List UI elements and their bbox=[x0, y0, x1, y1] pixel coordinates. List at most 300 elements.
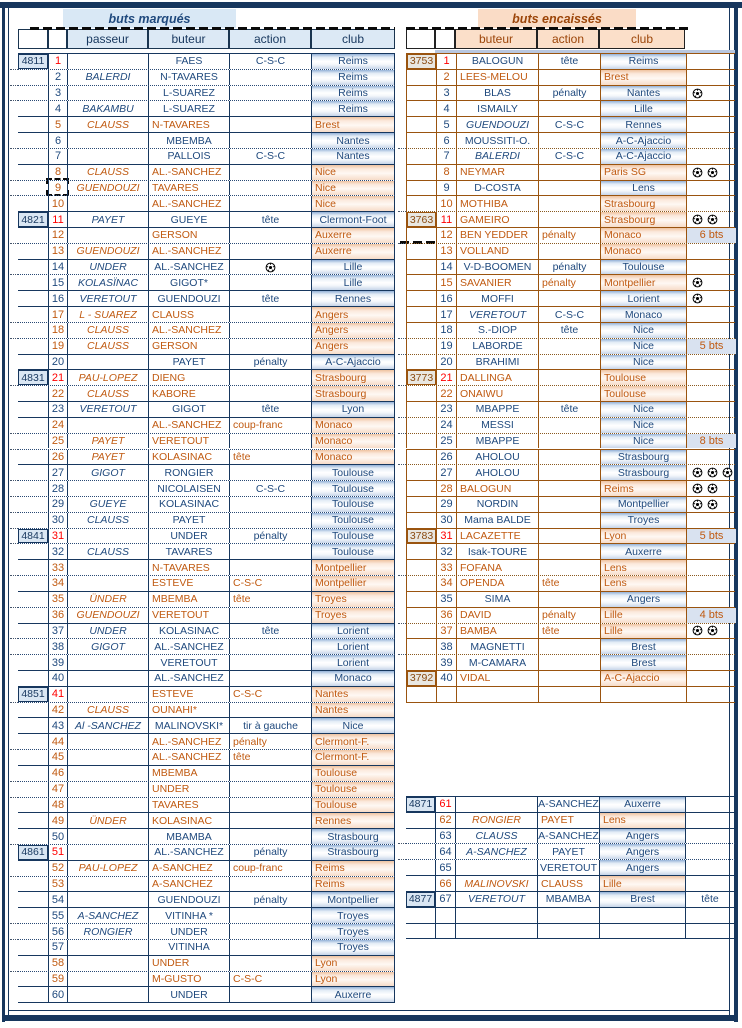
club-cell[interactable]: A-C-Ajaccio bbox=[311, 355, 395, 370]
action-cell[interactable]: pénalty bbox=[229, 529, 311, 544]
passeur-cell[interactable]: ÜNDER bbox=[67, 813, 148, 828]
row-number-cell[interactable]: 16 bbox=[436, 291, 456, 306]
passeur-cell[interactable] bbox=[67, 671, 148, 686]
passeur-cell[interactable] bbox=[67, 750, 148, 765]
buteur-cell[interactable]: LACAZETTE bbox=[456, 529, 538, 544]
club-cell[interactable]: Lille bbox=[599, 876, 685, 891]
buteur-cell[interactable]: BALOGUN bbox=[456, 54, 538, 69]
header-id-blank[interactable] bbox=[18, 29, 48, 49]
row-id-cell[interactable]: 4851 bbox=[18, 687, 48, 702]
action-cell[interactable] bbox=[538, 671, 600, 686]
buteur-cell[interactable]: MOTHIBA bbox=[456, 196, 538, 211]
passeur-cell[interactable] bbox=[455, 908, 537, 923]
buteur-cell[interactable]: RONGIER bbox=[148, 465, 229, 480]
row-number-cell[interactable]: 42 bbox=[48, 703, 67, 718]
action-cell[interactable] bbox=[229, 813, 311, 828]
club-cell[interactable]: Reims bbox=[311, 54, 395, 69]
header-buteur-right[interactable]: buteur bbox=[455, 29, 537, 49]
buteur-cell[interactable]: AL.-SANCHEZ bbox=[148, 244, 229, 259]
passeur-cell[interactable] bbox=[67, 734, 148, 749]
row-number-cell[interactable]: 38 bbox=[436, 639, 456, 654]
club-cell[interactable]: Lille bbox=[600, 608, 686, 623]
passeur-cell[interactable] bbox=[67, 798, 148, 813]
buteur-cell[interactable]: V-D-BOOMEN bbox=[456, 260, 538, 275]
buteur-cell[interactable]: UNDER bbox=[148, 782, 229, 797]
extra-cell[interactable] bbox=[686, 275, 736, 290]
extra-cell[interactable] bbox=[686, 165, 736, 180]
action-cell[interactable] bbox=[538, 560, 600, 575]
action-cell[interactable]: tête bbox=[538, 402, 600, 417]
passeur-cell[interactable]: VERETOUT bbox=[67, 291, 148, 306]
extra-cell[interactable] bbox=[686, 101, 736, 116]
extra-cell[interactable] bbox=[686, 117, 736, 132]
action-cell[interactable]: pénalty bbox=[538, 228, 600, 243]
row-number-cell[interactable]: 15 bbox=[436, 275, 456, 290]
club-cell[interactable]: Brest bbox=[311, 117, 395, 132]
extra-cell[interactable] bbox=[686, 576, 736, 591]
action-cell[interactable]: coup-franc bbox=[229, 418, 311, 433]
buteur-cell[interactable]: VIDAL bbox=[456, 671, 538, 686]
extra-cell[interactable] bbox=[686, 70, 736, 85]
row-number-cell[interactable]: 4 bbox=[48, 101, 67, 116]
action-cell[interactable]: tête bbox=[229, 624, 311, 639]
action-cell[interactable] bbox=[538, 133, 600, 148]
row-number-cell[interactable]: 20 bbox=[48, 355, 67, 370]
row-number-cell[interactable]: 38 bbox=[48, 639, 67, 654]
row-number-cell[interactable]: 2 bbox=[48, 70, 67, 85]
row-number-cell[interactable]: 58 bbox=[48, 956, 67, 971]
buteur-cell[interactable]: UNDER bbox=[148, 529, 229, 544]
header-num-blank-right[interactable] bbox=[435, 29, 455, 49]
extra-cell[interactable] bbox=[686, 54, 736, 69]
action-cell[interactable] bbox=[229, 181, 311, 196]
buteur-cell[interactable]: DAVID bbox=[456, 608, 538, 623]
buteur-cell[interactable]: GERSON bbox=[148, 228, 229, 243]
row-id-cell[interactable]: 3773 bbox=[407, 370, 436, 385]
action-cell[interactable]: coup-franc bbox=[229, 861, 311, 876]
club-cell[interactable]: Angers bbox=[599, 829, 685, 844]
club-cell[interactable]: Montpellier bbox=[311, 892, 395, 907]
row-number-cell[interactable]: 54 bbox=[48, 892, 67, 907]
row-number-cell[interactable]: 29 bbox=[48, 497, 67, 512]
action-cell[interactable] bbox=[229, 782, 311, 797]
club-cell[interactable]: Lyon bbox=[311, 972, 395, 987]
club-cell[interactable]: Auxerre bbox=[311, 987, 395, 1002]
action-cell[interactable] bbox=[229, 956, 311, 971]
action-cell[interactable] bbox=[538, 212, 600, 227]
passeur-cell[interactable]: CLAUSS bbox=[67, 339, 148, 354]
extra-cell[interactable] bbox=[686, 181, 736, 196]
row-number-cell[interactable]: 27 bbox=[48, 465, 67, 480]
row-number-cell[interactable]: 61 bbox=[435, 797, 455, 812]
club-cell[interactable]: Brest bbox=[600, 655, 686, 670]
buteur-cell[interactable]: GUEYE bbox=[148, 212, 229, 227]
club-cell[interactable]: Nice bbox=[311, 165, 395, 180]
buteur-cell[interactable]: AL.-SANCHEZ bbox=[148, 418, 229, 433]
extra-cell[interactable] bbox=[686, 291, 736, 306]
passeur-cell[interactable]: GUENDOUZI bbox=[67, 244, 148, 259]
row-id-cell[interactable]: 4811 bbox=[18, 54, 48, 69]
action-cell[interactable] bbox=[538, 418, 600, 433]
extra-cell[interactable] bbox=[686, 370, 736, 385]
row-number-cell[interactable]: 3 bbox=[48, 86, 67, 101]
club-cell[interactable]: Angers bbox=[311, 307, 395, 322]
row-id-cell[interactable]: 4877 bbox=[406, 892, 435, 907]
club-cell[interactable]: Montpellier bbox=[311, 576, 395, 591]
action-cell[interactable] bbox=[229, 244, 311, 259]
club-cell[interactable]: Strasbourg bbox=[600, 450, 686, 465]
club-cell[interactable]: Lille bbox=[311, 260, 395, 275]
buteur-cell[interactable]: GERSON bbox=[148, 339, 229, 354]
action-cell[interactable]: tête bbox=[538, 54, 600, 69]
action-cell[interactable]: tête bbox=[229, 592, 311, 607]
action-cell[interactable] bbox=[229, 877, 311, 892]
row-number-cell[interactable]: 7 bbox=[48, 149, 67, 164]
club-cell[interactable]: Nice bbox=[600, 355, 686, 370]
header-club-right[interactable]: club bbox=[599, 29, 685, 49]
buteur-cell[interactable]: ISMAILY bbox=[456, 101, 538, 116]
row-number-cell[interactable]: 7 bbox=[436, 149, 456, 164]
buteur-cell[interactable]: N-TAVARES bbox=[148, 117, 229, 132]
row-number-cell[interactable]: 14 bbox=[48, 260, 67, 275]
club-cell[interactable]: Strasbourg bbox=[600, 212, 686, 227]
buteur-cell[interactable]: NORDIN bbox=[456, 497, 538, 512]
action-cell[interactable]: C-S-C bbox=[229, 972, 311, 987]
buteur-cell[interactable]: UNDER bbox=[148, 987, 229, 1002]
buteur-cell[interactable]: KOLASINAC bbox=[148, 624, 229, 639]
buteur-cell[interactable]: MBEMBA bbox=[148, 133, 229, 148]
action-cell[interactable]: pénalty bbox=[229, 892, 311, 907]
action-cell[interactable] bbox=[229, 608, 311, 623]
row-id-cell[interactable]: 4841 bbox=[18, 529, 48, 544]
row-number-cell[interactable]: 21 bbox=[48, 370, 67, 385]
passeur-cell[interactable]: CLAUSS bbox=[455, 829, 537, 844]
action-cell[interactable] bbox=[229, 323, 311, 338]
action-cell[interactable] bbox=[229, 766, 311, 781]
row-number-cell[interactable]: 35 bbox=[436, 592, 456, 607]
row-number-cell[interactable]: 22 bbox=[436, 386, 456, 401]
extra-cell[interactable] bbox=[686, 260, 736, 275]
action-cell[interactable]: tête bbox=[229, 402, 311, 417]
club-cell[interactable]: Lens bbox=[600, 560, 686, 575]
action-cell[interactable] bbox=[229, 987, 311, 1002]
passeur-cell[interactable] bbox=[67, 355, 148, 370]
passeur-cell[interactable]: CLAUSS bbox=[67, 703, 148, 718]
club-cell[interactable]: Lyon bbox=[600, 529, 686, 544]
club-cell[interactable]: Strasbourg bbox=[600, 196, 686, 211]
action-cell[interactable] bbox=[229, 228, 311, 243]
buteur-cell[interactable]: ONAIWU bbox=[456, 386, 538, 401]
club-cell[interactable]: Lyon bbox=[311, 956, 395, 971]
passeur-cell[interactable] bbox=[67, 845, 148, 860]
club-cell[interactable]: Nantes bbox=[600, 86, 686, 101]
passeur-cell[interactable]: A-SANCHEZ bbox=[67, 908, 148, 923]
club-cell[interactable]: Troyes bbox=[311, 608, 395, 623]
row-number-cell[interactable]: 41 bbox=[48, 687, 67, 702]
club-cell[interactable]: Toulouse bbox=[311, 544, 395, 559]
action-cell[interactable] bbox=[229, 924, 311, 939]
club-cell[interactable]: Monaco bbox=[311, 418, 395, 433]
action-cell[interactable] bbox=[229, 940, 311, 955]
row-number-cell[interactable]: 46 bbox=[48, 766, 67, 781]
club-cell[interactable]: Angers bbox=[311, 323, 395, 338]
passeur-cell[interactable] bbox=[455, 797, 537, 812]
buteur-cell[interactable]: Isak-TOURE bbox=[456, 544, 538, 559]
passeur-cell[interactable] bbox=[67, 418, 148, 433]
header-id-blank-right[interactable] bbox=[406, 29, 435, 49]
action-cell[interactable]: C-S-C bbox=[538, 149, 600, 164]
club-cell[interactable]: Monaco bbox=[600, 244, 686, 259]
club-cell[interactable]: Toulouse bbox=[311, 782, 395, 797]
buteur-cell[interactable]: NEYMAR bbox=[456, 165, 538, 180]
action-cell[interactable] bbox=[229, 908, 311, 923]
club-cell[interactable]: Nantes bbox=[311, 133, 395, 148]
row-number-cell[interactable]: 32 bbox=[436, 544, 456, 559]
club-cell[interactable]: Lorient bbox=[600, 291, 686, 306]
passeur-cell[interactable]: MALINOVSKI bbox=[455, 876, 537, 891]
club-cell[interactable]: Strasbourg bbox=[311, 370, 395, 385]
buteur-cell[interactable]: VERETOUT bbox=[148, 655, 229, 670]
club-cell[interactable]: Montpellier bbox=[600, 275, 686, 290]
row-number-cell[interactable]: 34 bbox=[48, 576, 67, 591]
action-cell[interactable] bbox=[538, 450, 600, 465]
passeur-cell[interactable]: UNDER bbox=[67, 260, 148, 275]
club-cell[interactable]: Nice bbox=[600, 418, 686, 433]
buteur-cell[interactable]: KOLASINAC bbox=[148, 813, 229, 828]
extra-cell[interactable] bbox=[686, 418, 736, 433]
row-number-cell[interactable]: 1 bbox=[48, 54, 67, 69]
bts-badge-cell[interactable]: 8 bts bbox=[686, 434, 736, 449]
action-cell[interactable] bbox=[538, 370, 600, 385]
header-action[interactable]: action bbox=[229, 29, 311, 49]
row-number-cell[interactable]: 9 bbox=[48, 181, 67, 196]
buteur-cell[interactable]: MBEMBA bbox=[148, 766, 229, 781]
header-passeur[interactable]: passeur bbox=[67, 29, 148, 49]
club-cell[interactable]: Monaco bbox=[311, 434, 395, 449]
action-cell[interactable]: tête bbox=[538, 576, 600, 591]
buteur-cell[interactable]: TAVARES bbox=[148, 798, 229, 813]
bts-badge-cell[interactable]: 5 bts bbox=[686, 339, 736, 354]
passeur-cell[interactable]: PAU-LOPEZ bbox=[67, 861, 148, 876]
club-cell[interactable]: Reims bbox=[311, 101, 395, 116]
club-cell[interactable]: Troyes bbox=[311, 592, 395, 607]
action-cell[interactable] bbox=[229, 386, 311, 401]
row-number-cell[interactable]: 17 bbox=[48, 307, 67, 322]
action-cell[interactable]: pénalty bbox=[229, 734, 311, 749]
club-cell[interactable]: Nantes bbox=[311, 149, 395, 164]
extra-cell[interactable] bbox=[685, 908, 735, 923]
action-cell[interactable] bbox=[229, 275, 311, 290]
buteur-cell[interactable]: UNDER bbox=[148, 956, 229, 971]
buteur-cell[interactable]: ESTEVE bbox=[148, 576, 229, 591]
row-number-cell[interactable]: 11 bbox=[48, 212, 67, 227]
club-cell[interactable]: Auxerre bbox=[311, 228, 395, 243]
extra-cell[interactable] bbox=[685, 924, 735, 939]
club-cell[interactable]: Monaco bbox=[600, 307, 686, 322]
action-cell[interactable] bbox=[229, 260, 311, 275]
row-number-cell[interactable]: 66 bbox=[435, 876, 455, 891]
passeur-cell[interactable]: CLAUSS bbox=[67, 513, 148, 528]
club-cell[interactable]: Nice bbox=[311, 181, 395, 196]
header-action-right[interactable]: action bbox=[537, 29, 599, 49]
buteur-cell[interactable]: LEES-MELOU bbox=[456, 70, 538, 85]
passeur-cell[interactable] bbox=[67, 987, 148, 1002]
action-cell[interactable] bbox=[538, 339, 600, 354]
passeur-cell[interactable]: GIGOT bbox=[67, 465, 148, 480]
buteur-cell[interactable]: SIMA bbox=[456, 592, 538, 607]
club-cell[interactable]: Lille bbox=[600, 101, 686, 116]
club-cell[interactable]: Lyon bbox=[311, 402, 395, 417]
buteur-cell[interactable]: AL.-SANCHEZ bbox=[148, 165, 229, 180]
extra-cell[interactable] bbox=[685, 844, 735, 859]
extra-cell[interactable] bbox=[686, 133, 736, 148]
action-cell[interactable] bbox=[538, 181, 600, 196]
buteur-cell[interactable]: A-SANCHEZ bbox=[148, 877, 229, 892]
row-id-cell[interactable]: 3763 bbox=[407, 212, 436, 227]
action-cell[interactable] bbox=[538, 513, 600, 528]
passeur-cell[interactable]: RONGIER bbox=[67, 924, 148, 939]
club-cell[interactable]: Montpellier bbox=[600, 497, 686, 512]
row-number-cell[interactable]: 18 bbox=[48, 323, 67, 338]
action-cell[interactable]: C-S-C bbox=[538, 117, 600, 132]
row-number-cell[interactable]: 43 bbox=[48, 718, 67, 733]
club-cell[interactable]: Nice bbox=[600, 402, 686, 417]
action-cell[interactable] bbox=[229, 544, 311, 559]
buteur-cell[interactable]: AL.-SANCHEZ bbox=[148, 323, 229, 338]
passeur-cell[interactable] bbox=[67, 940, 148, 955]
club-cell[interactable]: Toulouse bbox=[600, 370, 686, 385]
passeur-cell[interactable]: PAYET bbox=[67, 450, 148, 465]
extra-cell[interactable] bbox=[686, 465, 736, 480]
row-number-cell[interactable]: 29 bbox=[436, 497, 456, 512]
row-number-cell[interactable]: 63 bbox=[435, 829, 455, 844]
passeur-cell[interactable] bbox=[67, 829, 148, 844]
buteur-cell[interactable]: MOUSSITI-O. bbox=[456, 133, 538, 148]
buteur-cell[interactable]: MESSI bbox=[456, 418, 538, 433]
club-cell[interactable]: Toulouse bbox=[311, 529, 395, 544]
row-id-cell[interactable]: 4821 bbox=[18, 212, 48, 227]
club-cell[interactable]: Nice bbox=[600, 434, 686, 449]
row-id-cell[interactable]: 3792 bbox=[407, 671, 436, 686]
action-cell[interactable] bbox=[229, 165, 311, 180]
action-cell[interactable]: pénalty bbox=[538, 275, 600, 290]
club-cell[interactable]: Troyes bbox=[311, 940, 395, 955]
action-cell[interactable]: pénalty bbox=[229, 355, 311, 370]
action-cell[interactable]: tête bbox=[538, 624, 600, 639]
buteur-cell[interactable]: MALINOVSKI* bbox=[148, 718, 229, 733]
club-cell[interactable]: Strasbourg bbox=[311, 845, 395, 860]
buteur-cell[interactable]: MAGNETTI bbox=[456, 639, 538, 654]
passeur-cell[interactable]: GIGOT bbox=[67, 639, 148, 654]
buteur-cell[interactable]: MOFFI bbox=[456, 291, 538, 306]
extra-cell[interactable] bbox=[686, 450, 736, 465]
passeur-cell[interactable] bbox=[67, 956, 148, 971]
row-number-cell[interactable]: 4 bbox=[436, 101, 456, 116]
buteur-cell[interactable]: VERETOUT bbox=[456, 307, 538, 322]
action-cell[interactable]: C-S-C bbox=[229, 149, 311, 164]
row-number-cell[interactable]: 15 bbox=[48, 275, 67, 290]
passeur-cell[interactable]: GUEYE bbox=[67, 497, 148, 512]
action-cell[interactable]: C-S-C bbox=[229, 54, 311, 69]
row-number-cell[interactable]: 35 bbox=[48, 592, 67, 607]
row-number-cell[interactable]: 55 bbox=[48, 908, 67, 923]
action-cell[interactable] bbox=[538, 544, 600, 559]
club-cell[interactable]: Angers bbox=[311, 339, 395, 354]
extra-cell[interactable] bbox=[686, 687, 736, 702]
action-cell[interactable] bbox=[538, 70, 600, 85]
row-number-cell[interactable]: 52 bbox=[48, 861, 67, 876]
buteur-cell[interactable]: BRAHIMI bbox=[456, 355, 538, 370]
club-cell[interactable]: Toulouse bbox=[311, 481, 395, 496]
action-cell[interactable] bbox=[538, 481, 600, 496]
row-number-cell[interactable]: 5 bbox=[48, 117, 67, 132]
action-cell[interactable] bbox=[538, 165, 600, 180]
row-number-cell[interactable]: 62 bbox=[435, 813, 455, 828]
extra-cell[interactable] bbox=[686, 671, 736, 686]
club-cell[interactable]: Nice bbox=[600, 339, 686, 354]
header-num-blank[interactable] bbox=[48, 29, 67, 49]
action-cell[interactable]: tête bbox=[229, 291, 311, 306]
buteur-cell[interactable] bbox=[456, 687, 538, 702]
buteur-cell[interactable]: KOLASINAC bbox=[148, 450, 229, 465]
club-cell[interactable]: Rennes bbox=[311, 813, 395, 828]
club-cell[interactable]: Lorient bbox=[311, 639, 395, 654]
row-number-cell[interactable]: 2 bbox=[436, 70, 456, 85]
extra-cell[interactable] bbox=[686, 323, 736, 338]
passeur-cell[interactable]: RONGIER bbox=[455, 813, 537, 828]
club-cell[interactable]: Auxerre bbox=[600, 544, 686, 559]
buteur-cell[interactable]: LABORDE bbox=[456, 339, 538, 354]
club-cell[interactable]: Angers bbox=[599, 844, 685, 859]
buteur-cell[interactable]: AL.-SANCHEZ bbox=[148, 734, 229, 749]
row-number-cell[interactable]: 19 bbox=[436, 339, 456, 354]
action-cell[interactable] bbox=[229, 639, 311, 654]
buteur-cell[interactable]: A-SANCHEZ bbox=[538, 798, 599, 811]
club-cell[interactable]: Toulouse bbox=[311, 513, 395, 528]
row-id-cell[interactable]: 4861 bbox=[18, 845, 48, 860]
action-cell[interactable]: C-S-C bbox=[229, 576, 311, 591]
buteur-cell[interactable]: L-SUAREZ bbox=[148, 101, 229, 116]
buteur-cell[interactable]: AL.-SANCHEZ bbox=[148, 639, 229, 654]
action-cell[interactable] bbox=[229, 117, 311, 132]
buteur-cell[interactable]: NICOLAISEN bbox=[148, 481, 229, 496]
buteur-cell[interactable]: AL.-SANCHEZ bbox=[148, 845, 229, 860]
row-number-cell[interactable]: 28 bbox=[48, 481, 67, 496]
action-cell[interactable] bbox=[229, 655, 311, 670]
row-number-cell[interactable]: 21 bbox=[436, 370, 456, 385]
buteur-cell[interactable]: BEN YEDDER bbox=[456, 228, 538, 243]
buteur-cell[interactable]: VERETOUT bbox=[148, 608, 229, 623]
row-number-cell[interactable]: 18 bbox=[436, 323, 456, 338]
buteur-cell[interactable]: VERETOUT bbox=[148, 434, 229, 449]
row-number-cell[interactable]: 10 bbox=[48, 196, 67, 211]
club-cell[interactable]: Lille bbox=[311, 275, 395, 290]
club-cell[interactable] bbox=[599, 924, 685, 939]
header-buteur[interactable]: buteur bbox=[148, 29, 229, 49]
buteur-cell[interactable]: BALERDI bbox=[456, 149, 538, 164]
row-number-cell[interactable]: 31 bbox=[436, 529, 456, 544]
club-cell[interactable]: Paris SG bbox=[600, 165, 686, 180]
row-number-cell[interactable]: 44 bbox=[48, 734, 67, 749]
buteur-cell[interactable]: VOLLAND bbox=[456, 244, 538, 259]
buteur-cell[interactable]: TAVARES bbox=[148, 544, 229, 559]
club-cell[interactable] bbox=[599, 908, 685, 923]
passeur-cell[interactable]: CLAUSS bbox=[67, 544, 148, 559]
action-cell[interactable] bbox=[538, 434, 600, 449]
row-number-cell[interactable]: 1 bbox=[436, 54, 456, 69]
club-cell[interactable]: Toulouse bbox=[311, 798, 395, 813]
club-cell[interactable]: Monaco bbox=[311, 450, 395, 465]
